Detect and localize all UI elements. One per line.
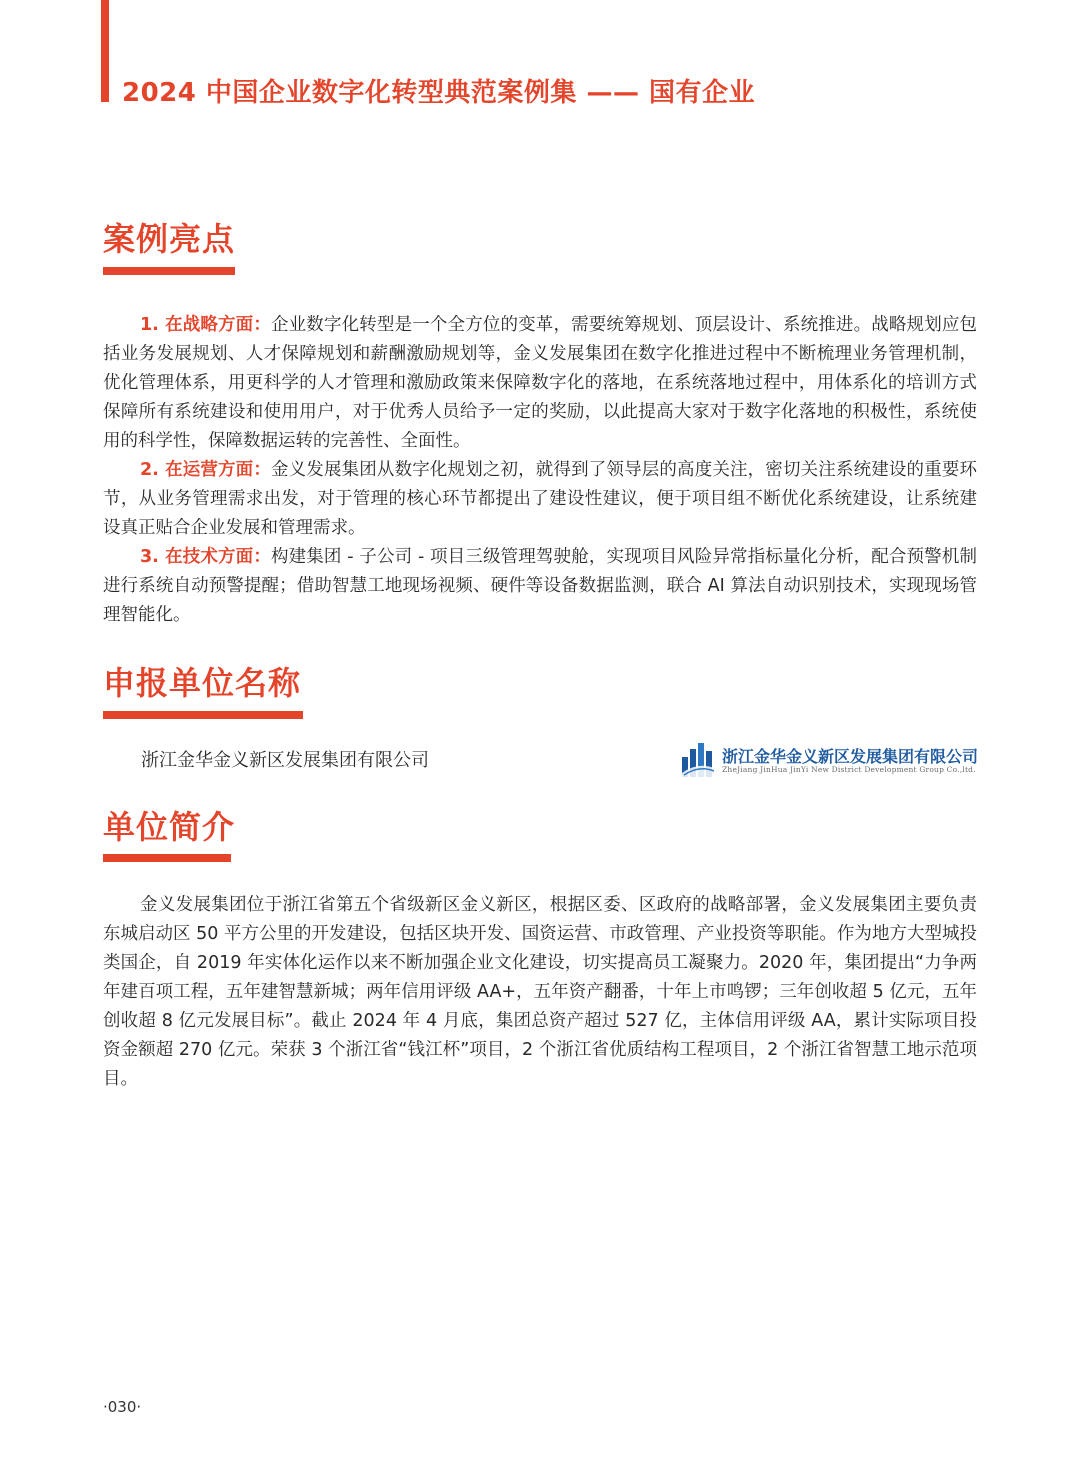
intro-paragraph: 金义发展集团位于浙江省第五个省级新区金义新区，根据区委、区政府的战略部署，金义发展集团主要负责东城启动区 50 平方公里的开发建设，包括区块开发、国资运营、市政管理、产业投资等职能。作为地方大型城投类国企，自 2019 年实体化运作以来不断加强企业文化建设，切实提高员工凝聚力。2020 年，集团提出“力争两年建百项工程，五年建智慧新城；两年信用评级 AA+，五年资产翻番，十年上市鸣锣；三年创收超 5 亿元，五年创收超 8 亿元发展目标”。截止 2024 年 4 月底，集团总资产超过 527 亿，主体信用评级 AA，累计实际项目投资金额超 270 亿元。荣获 3 个浙江省“钱江杯”项目，2 个浙江省优质结构工程项目，2 个浙江省智慧工地示范项目。: [103, 895, 977, 1089]
section-heading-highlights: 案例亮点: [103, 220, 236, 258]
section-heading-applicant: 申报单位名称: [103, 664, 302, 702]
intro-body: [103, 891, 977, 1094]
building-logo-icon: [682, 743, 716, 777]
page-number: ·030·: [103, 1398, 142, 1416]
highlight-item: [103, 456, 977, 543]
highlight-item: [103, 311, 977, 456]
applicant-company-name: 浙江金华金义新区发展集团有限公司: [141, 750, 429, 771]
section-underline-intro: [103, 854, 231, 862]
logo-name-en: ZheJiang JinHua JinYi New District Development Group Co.,ltd.: [722, 765, 976, 774]
highlight-text: 企业数字化转型是一个全方位的变革，需要统筹规划、顶层设计、系统推进。战略规划应包括业务发展规划、人才保障规划和薪酬激励规划等，金义发展集团在数字化推进过程中不断梳理业务管理机制，优化管理体系，用更科学的人才管理和激励政策来保障数字化的落地，在系统落地过程中，用体系化的培训方式保障所有系统建设和使用用户，对于优秀人员给予一定的奖励，以此提高大家对于数字化落地的积极性，系统使用的科学性，保障数据运转的完善性、全面性。: [103, 315, 977, 451]
section-heading-intro: 单位简介: [103, 808, 236, 846]
logo-name-cn: 浙江金华金义新区发展集团有限公司: [722, 747, 979, 766]
highlight-text: 金义发展集团从数字化规划之初，就得到了领导层的高度关注，密切关注系统建设的重要环节，从业务管理需求出发，对于管理的核心环节都提出了建设性建议，便于项目组不断优化系统建设，让系统建设真正贴合企业发展和管理需求。: [103, 460, 977, 538]
highlight-label: 1. 在战略方面：: [140, 315, 271, 335]
highlight-label: 3. 在技术方面：: [140, 547, 271, 567]
section-underline-applicant: [103, 711, 303, 719]
section-underline-highlights: [103, 267, 235, 275]
highlight-label: 2. 在运营方面：: [140, 460, 271, 480]
header-title: 2024 中国企业数字化转型典范案例集 —— 国有企业: [122, 78, 756, 108]
header-accent-bar: [101, 0, 109, 102]
company-logo: [682, 743, 982, 779]
highlight-item: [103, 543, 977, 630]
highlights-body: [103, 311, 977, 630]
highlight-text: 构建集团 - 子公司 - 项目三级管理驾驶舱，实现项目风险异常指标量化分析，配合预警机制进行系统自动预警提醒；借助智慧工地现场视频、硬件等设备数据监测，联合 AI 算法自动识别技术，实现现场管理智能化。: [103, 547, 977, 625]
